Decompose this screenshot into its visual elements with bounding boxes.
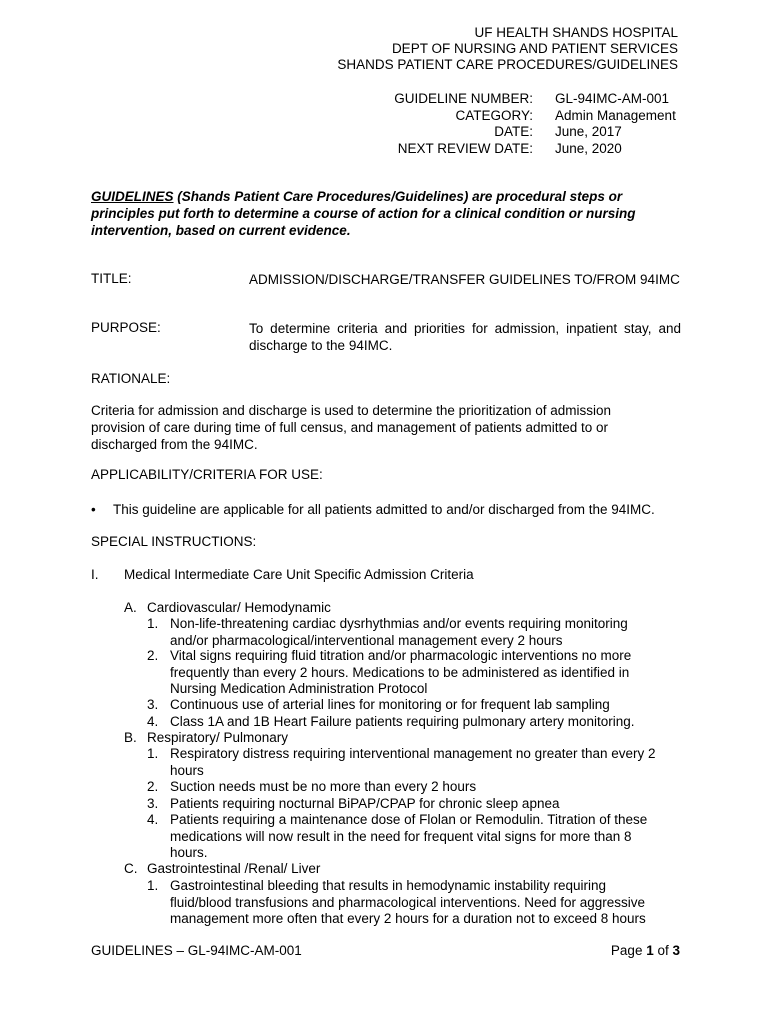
subsection-letter-c: C. xyxy=(124,861,138,876)
date-label: DATE: xyxy=(494,124,533,139)
applicability-heading: APPLICABILITY/CRITERIA FOR USE: xyxy=(91,467,323,482)
of-word: of xyxy=(653,943,673,958)
section-number: I. xyxy=(91,567,99,582)
list-item-number: 1. xyxy=(147,746,159,761)
category-value: Admin Management xyxy=(555,108,676,123)
next-review-label: NEXT REVIEW DATE: xyxy=(397,141,533,156)
guidelines-definition-text: (Shands Patient Care Procedures/Guidelines) are procedural steps or principles put forth to determine a course of action for a clinical condition or nursing intervention, based on current evidence. xyxy=(91,189,636,238)
department-name: DEPT OF NURSING AND PATIENT SERVICES xyxy=(391,41,678,56)
title-value: ADMISSION/DISCHARGE/TRANSFER GUIDELINES TO/FROM 94IMC xyxy=(249,272,680,287)
list-item: Non-life-threatening cardiac dysrhythmias and/or events requiring monitoring and/or pharmacological/interventional management every 2 hours xyxy=(170,616,628,648)
document-series: SHANDS PATIENT CARE PROCEDURES/GUIDELINES xyxy=(337,57,678,72)
list-item: Patients requiring nocturnal BiPAP/CPAP for chronic sleep apnea xyxy=(170,796,560,811)
date-value: June, 2017 xyxy=(555,124,622,139)
list-item-number: 3. xyxy=(147,796,159,811)
subsection-title-a: Cardiovascular/ Hemodynamic xyxy=(147,600,331,615)
page-number: 1 xyxy=(646,943,654,958)
list-item: Suction needs must be no more than every 2 hours xyxy=(170,779,477,794)
guidelines-definition xyxy=(91,188,681,239)
list-item-number: 4. xyxy=(147,714,159,729)
rationale-heading: RATIONALE: xyxy=(91,371,171,386)
guidelines-term: GUIDELINES xyxy=(91,189,174,204)
next-review-value: June, 2020 xyxy=(555,141,622,156)
footer-guideline-id: GUIDELINES – GL-94IMC-AM-001 xyxy=(91,943,302,958)
page-word: Page xyxy=(610,943,647,958)
list-item-number: 4. xyxy=(147,812,159,827)
list-item-number: 3. xyxy=(147,697,159,712)
list-item: Patients requiring a maintenance dose of Flolan or Remodulin. Titration of these medications will now result in the need for frequent vital signs for more than 8 hours. xyxy=(170,812,648,860)
page-total: 3 xyxy=(672,943,680,958)
category-label: CATEGORY: xyxy=(455,108,533,123)
purpose-label: PURPOSE: xyxy=(91,320,161,335)
bullet-icon: • xyxy=(91,502,96,517)
rationale-text: Criteria for admission and discharge is used to determine the prioritization of admission provision of care during time of full census, and management of patients admitted to or discharged from the 94IMC. xyxy=(91,403,612,452)
subsection-title-b: Respiratory/ Pulmonary xyxy=(147,730,289,745)
subsection-letter-a: A. xyxy=(124,600,137,615)
special-instructions-heading: SPECIAL INSTRUCTIONS: xyxy=(91,534,257,549)
guideline-number-value: GL-94IMC-AM-001 xyxy=(555,91,670,106)
list-item-number: 1. xyxy=(147,616,159,631)
list-item: Gastrointestinal bleeding that results in hemodynamic instability requiring fluid/blood transfusions and pharmacological interventions. Need for aggressive management more often that every 2 hours for a duration not to exceed 8 hours xyxy=(170,878,646,926)
applicability-item: This guideline are applicable for all patients admitted to and/or discharged from the 94IMC. xyxy=(113,502,655,517)
list-item-number: 1. xyxy=(147,878,159,893)
guideline-number-label: GUIDELINE NUMBER: xyxy=(394,91,533,106)
list-item: Respiratory distress requiring interventional management no greater than every 2 hours xyxy=(170,746,656,778)
title-label: TITLE: xyxy=(91,271,132,286)
list-item-number: 2. xyxy=(147,779,159,794)
list-item: Continuous use of arterial lines for monitoring or for frequent lab sampling xyxy=(170,697,610,712)
list-item: Class 1A and 1B Heart Failure patients requiring pulmonary artery monitoring. xyxy=(170,714,635,729)
subsection-letter-b: B. xyxy=(124,730,137,745)
list-item-number: 2. xyxy=(147,648,159,663)
hospital-name: UF HEALTH SHANDS HOSPITAL xyxy=(474,25,678,40)
list-item: Vital signs requiring fluid titration and/or pharmacologic interventions no more frequently than every 2 hours. Medications to be administered as identified in Nursing Medication Administration Protocol xyxy=(170,648,632,696)
section-title: Medical Intermediate Care Unit Specific Admission Criteria xyxy=(124,567,474,582)
page-indicator xyxy=(611,943,680,958)
subsection-title-c: Gastrointestinal /Renal/ Liver xyxy=(147,861,321,876)
purpose-value: To determine criteria and priorities for admission, inpatient stay, and discharge to the 94IMC. xyxy=(249,321,681,353)
